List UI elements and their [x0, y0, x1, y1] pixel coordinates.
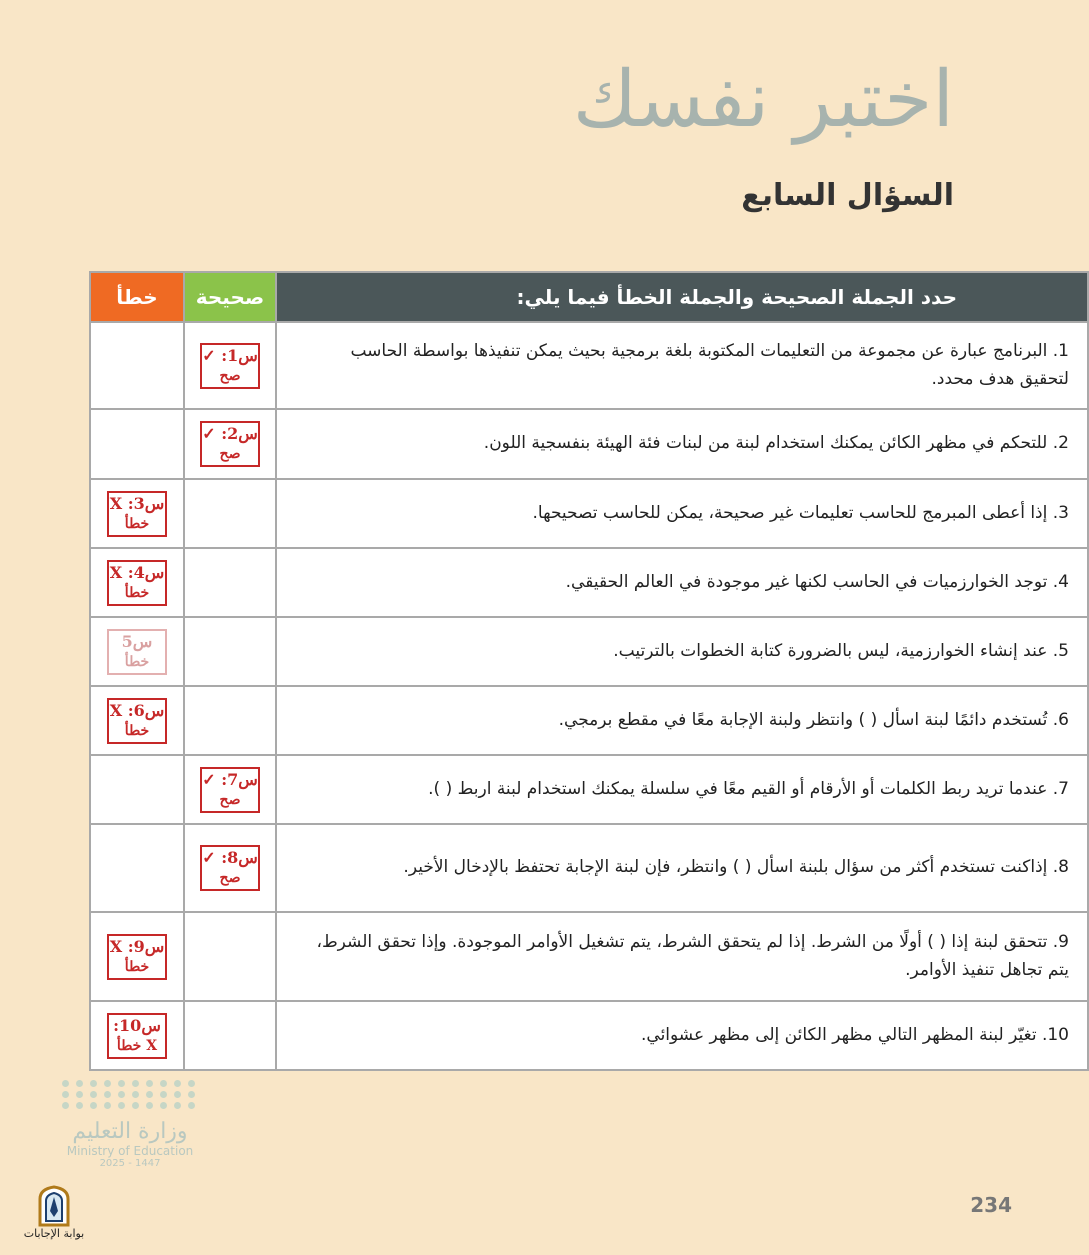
true-false-table: [89, 271, 1089, 1071]
correct-cell[interactable]: [184, 617, 276, 686]
stamp-label: س4: X: [109, 562, 165, 582]
wrong-cell[interactable]: [90, 322, 184, 409]
ministry-name-en: Ministry of Education: [66, 1144, 194, 1158]
question-text: 7. عندما تريد ربط الكلمات أو الأرقام أو القيم معًا في سلسلة يمكنك استخدام لبنة اربط ( ).: [276, 755, 1088, 824]
answer-stamp: [107, 560, 167, 606]
table-row: [90, 824, 1088, 912]
pen-shield-icon: [34, 1185, 74, 1227]
question-text: 6. تُستخدم دائمًا لبنة اسأل ( ) وانتظر ولبنة الإجابة معًا في مقطع برمجي.: [276, 686, 1088, 755]
correct-cell[interactable]: [184, 755, 276, 824]
answer-stamp: [200, 421, 260, 467]
wrong-cell[interactable]: [90, 617, 184, 686]
ministry-name-ar: وزارة التعليم: [72, 1119, 188, 1144]
answer-stamp: [107, 491, 167, 537]
answer-stamp: [200, 343, 260, 389]
question-text: 8. إذاكنت تستخدم أكثر من سؤال بلبنة اسأل ( ) وانتظر، فإن لبنة الإجابة تحتفظ بالإدخال الأخير.: [276, 824, 1088, 912]
answer-stamp: [107, 934, 167, 980]
correct-cell[interactable]: [184, 409, 276, 479]
ministry-logo: [60, 1080, 200, 1169]
table-row: [90, 912, 1088, 1001]
table-row: [90, 617, 1088, 686]
stamp-verdict: صح: [219, 367, 241, 384]
correct-cell[interactable]: [184, 548, 276, 617]
stamp-label: س10:: [113, 1015, 161, 1035]
stamp-label: س8: ✓: [202, 848, 258, 867]
answer-stamp: [107, 629, 167, 675]
question-text: 2. للتحكم في مظهر الكائن يمكنك استخدام لبنة من لبنات فئة الهيئة بنفسجية اللون.: [276, 409, 1088, 479]
answer-stamp: [107, 1013, 167, 1059]
ministry-dots-icon: [60, 1080, 200, 1109]
correct-cell[interactable]: [184, 686, 276, 755]
question-text: 5. عند إنشاء الخوارزمية، ليس بالضرورة كتابة الخطوات بالترتيب.: [276, 617, 1088, 686]
question-text: 1. البرنامج عبارة عن مجموعة من التعليمات المكتوبة بلغة برمجية بحيث يمكن تنفيذها بواسطة الحاسب لتحقيق هدف محدد.: [276, 322, 1088, 409]
table-row: [90, 1001, 1088, 1070]
wrong-cell[interactable]: [90, 824, 184, 912]
wrong-cell[interactable]: [90, 548, 184, 617]
question-text: 10. تغيّر لبنة المظهر التالي مظهر الكائن إلى مظهر عشوائي.: [276, 1001, 1088, 1070]
wrong-cell[interactable]: [90, 1001, 184, 1070]
question-text: 3. إذا أعطى المبرمج للحاسب تعليمات غير صحيحة، يمكن للحاسب تصحيحها.: [276, 479, 1088, 548]
correct-cell[interactable]: [184, 912, 276, 1001]
stamp-verdict: صح: [219, 870, 241, 886]
table-row: [90, 479, 1088, 548]
stamp-verdict: خطأ: [124, 584, 150, 601]
stamp-label: س3: X: [109, 493, 165, 513]
stamp-label: س2: ✓: [202, 424, 258, 443]
correct-cell[interactable]: [184, 322, 276, 409]
stamp-verdict: خطأ: [124, 958, 150, 975]
correct-cell[interactable]: [184, 1001, 276, 1070]
wrong-cell[interactable]: [90, 686, 184, 755]
stamp-label: س5: [121, 631, 153, 651]
site-logo-caption: بوابة الإجابات: [23, 1227, 85, 1240]
wrong-cell[interactable]: [90, 755, 184, 824]
site-logo[interactable]: [14, 1185, 94, 1240]
stamp-label: س6: X: [109, 700, 165, 720]
answer-stamp: [200, 767, 260, 813]
correct-cell[interactable]: [184, 479, 276, 548]
stamp-verdict: خطأ: [124, 515, 150, 532]
table-row: [90, 322, 1088, 409]
correct-cell[interactable]: [184, 824, 276, 912]
question-text: 9. تتحقق لبنة إذا ( ) أولًا من الشرط. إذا لم يتحقق الشرط، يتم تشغيل الأوامر الموجودة. وإذا تحقق الشرط، يتم تجاهل تنفيذ الأوامر.: [276, 912, 1088, 1001]
stamp-label: س9: X: [109, 936, 165, 956]
section-title: السؤال السابع: [741, 178, 954, 213]
stamp-verdict: صح: [219, 791, 241, 808]
answer-stamp: [200, 845, 260, 891]
wrong-cell[interactable]: [90, 409, 184, 479]
table-row: [90, 548, 1088, 617]
stamp-verdict: X خطأ: [116, 1037, 158, 1054]
table-row: [90, 686, 1088, 755]
table-row: [90, 755, 1088, 824]
page-title: اختبر نفسك: [572, 55, 954, 145]
stamp-label: س1: ✓: [202, 345, 258, 365]
table-row: [90, 409, 1088, 479]
stamp-verdict: خطأ: [124, 722, 150, 739]
page-number: 234: [970, 1193, 1012, 1217]
wrong-cell[interactable]: [90, 479, 184, 548]
wrong-cell[interactable]: [90, 912, 184, 1001]
header-correct: صحيحة: [184, 272, 276, 322]
header-question: حدد الجملة الصحيحة والجملة الخطأ فيما يلي:: [276, 272, 1088, 322]
question-text: 4. توجد الخوارزميات في الحاسب لكنها غير موجودة في العالم الحقيقي.: [276, 548, 1088, 617]
table-header-row: [90, 272, 1088, 322]
header-wrong: خطأ: [90, 272, 184, 322]
ministry-year: 2025 - 1447: [99, 1158, 161, 1169]
stamp-verdict: صح: [219, 446, 241, 462]
stamp-verdict: خطأ: [124, 653, 150, 670]
answer-stamp: [107, 698, 167, 744]
stamp-label: س7: ✓: [202, 769, 258, 789]
